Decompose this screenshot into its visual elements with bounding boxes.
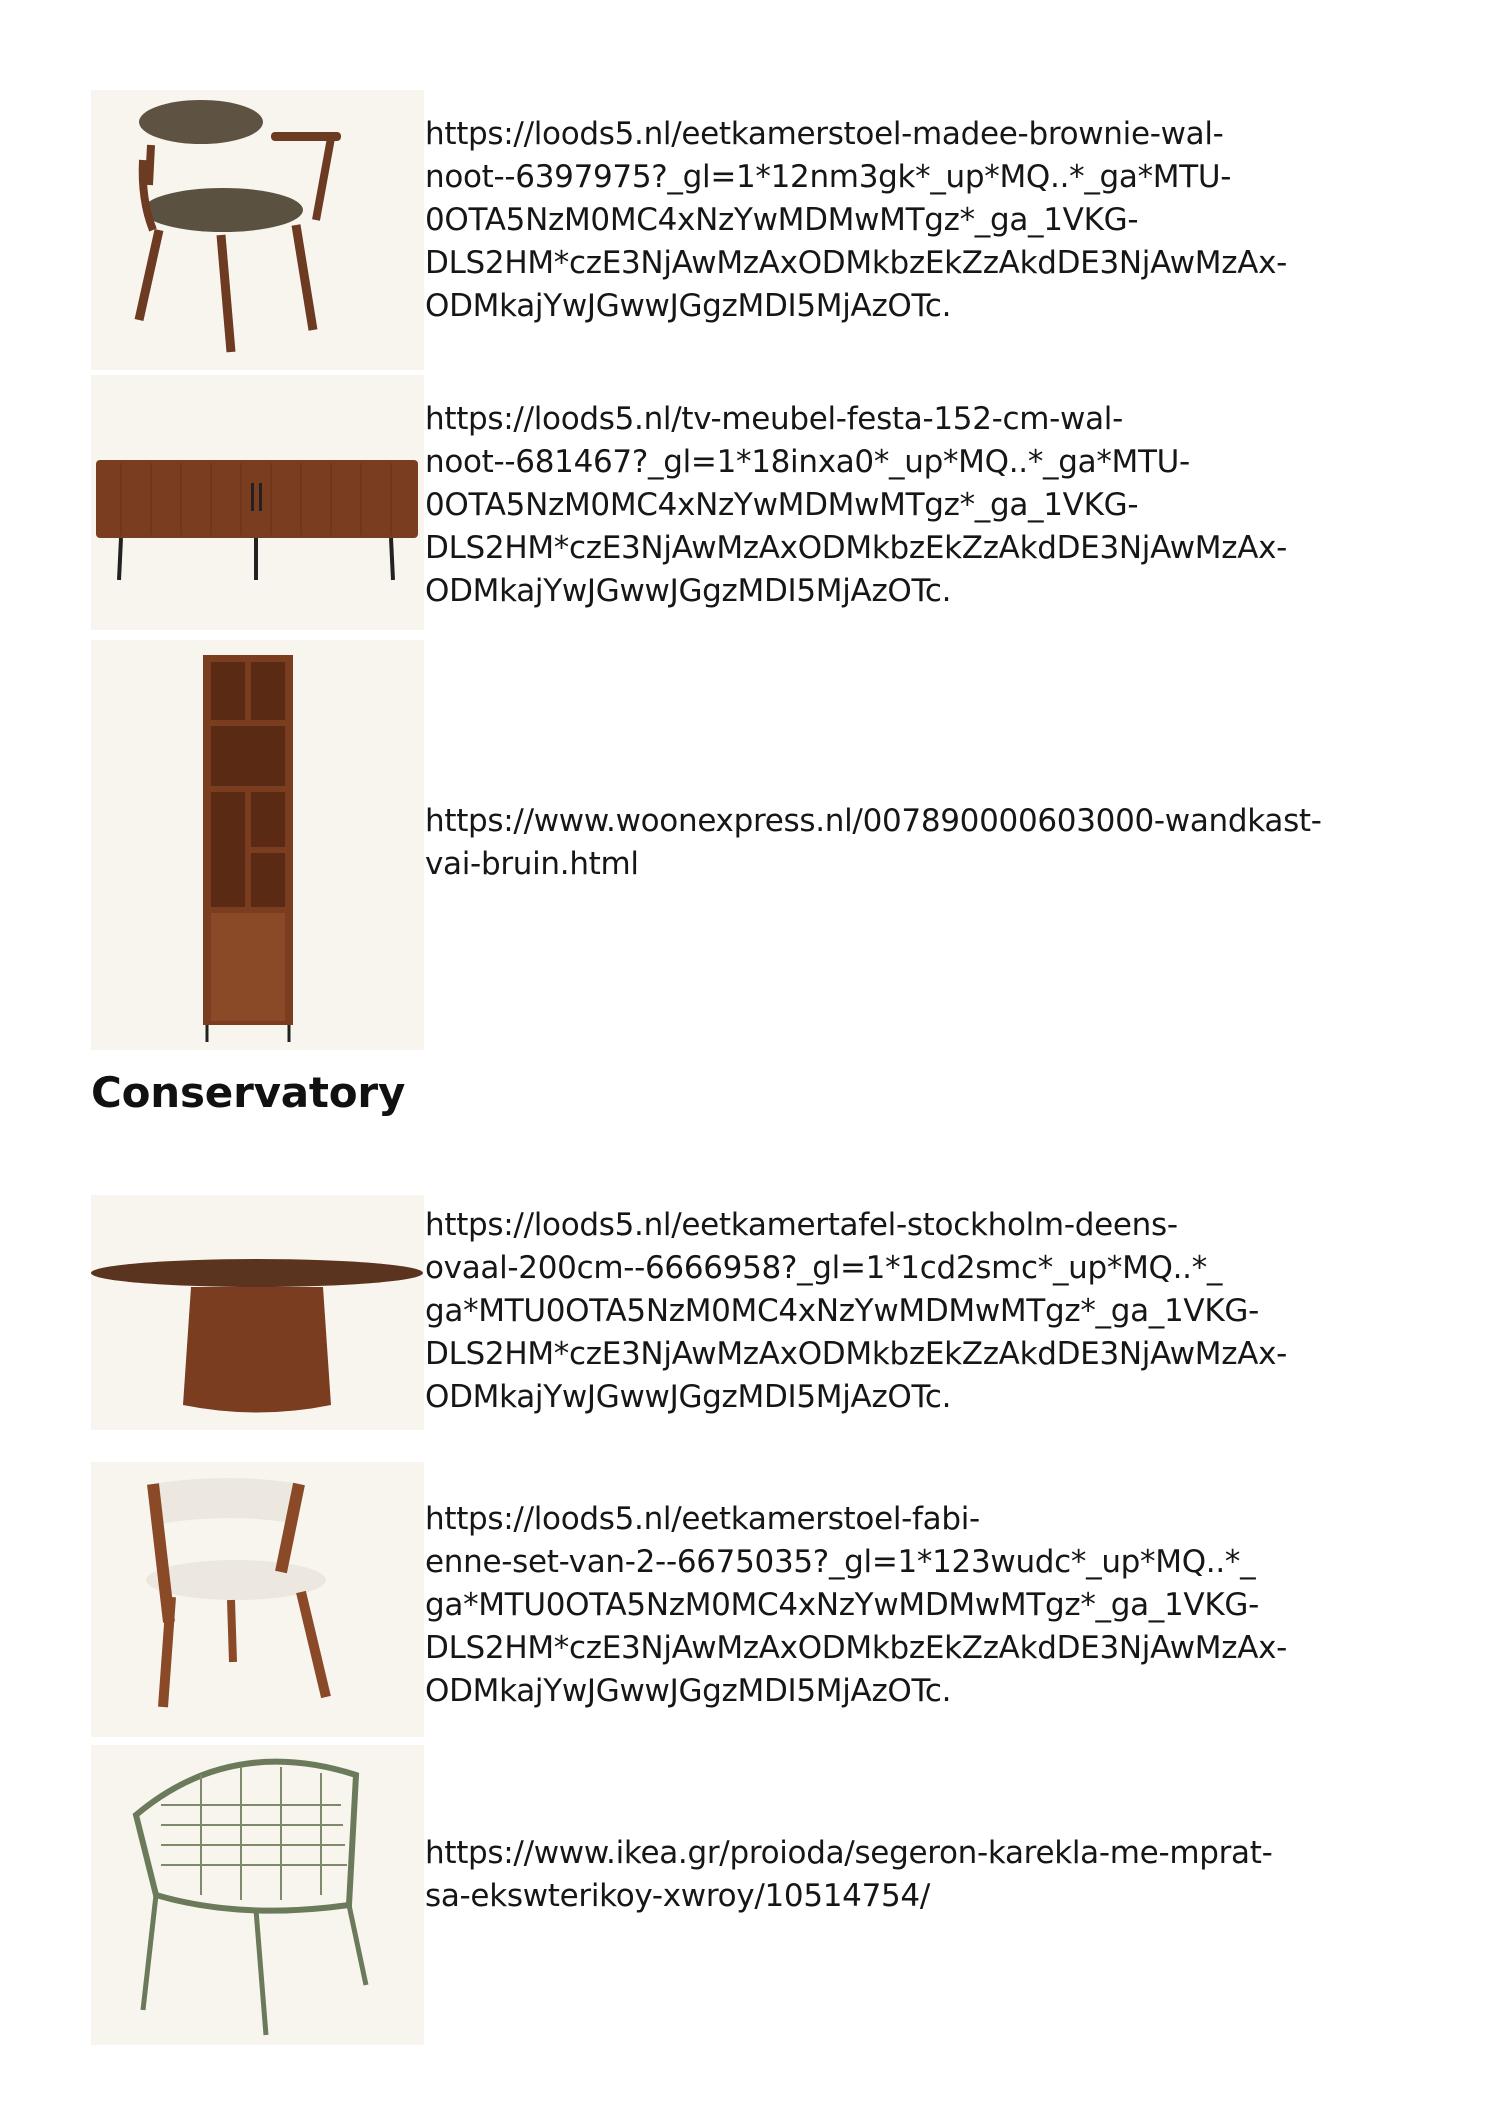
- product-link[interactable]: https://loods5.nl/eetkamerstoel-fabi- enne-set-van-2--6675035?_gl=1*123wudc*_up*MQ..*_ ga*MTU0OTA5NzM0MC4xNzYwMDMwMTgz*_ga_1VKG- DLS2HM*czE3NjAwMzAxODMkbzEkZzAkdDE3NjAwMzAx- ODMkajYwJGwwJGgzMDI5MjAzOTc.: [425, 1501, 1288, 1709]
- product-link[interactable]: https://www.woonexpress.nl/007890000603000-wandkast- vai-bruin.html: [425, 803, 1322, 882]
- section-title-conservatory: Conservatory: [91, 1068, 406, 1117]
- chair-fabienne-image: [91, 1462, 424, 1737]
- chair-segeron-image: [91, 1745, 424, 2045]
- table-stockholm-image: [91, 1195, 424, 1430]
- product-link[interactable]: https://www.ikea.gr/proioda/segeron-karekla-me-mprat- sa-ekswterikoy-xwroy/10514754/: [425, 1835, 1273, 1914]
- product-link[interactable]: https://loods5.nl/tv-meubel-festa-152-cm-wal- noot--681467?_gl=1*18inxa0*_up*MQ..*_ga*MTU- 0OTA5NzM0MC4xNzYwMDMwMTgz*_ga_1VKG- DLS2HM*czE3NjAwMzAxODMkbzEkZzAkdDE3NjAwMzAx- ODMkajYwJGwwJGgzMDI5MjAzOTc.: [425, 401, 1288, 609]
- product-link[interactable]: https://loods5.nl/eetkamertafel-stockholm-deens- ovaal-200cm--6666958?_gl=1*1cd2smc*_up*MQ..*_ ga*MTU0OTA5NzM0MC4xNzYwMDMwMTgz*_ga_1VKG- DLS2HM*czE3NjAwMzAxODMkbzEkZzAkdDE3NjAwMzAx- ODMkajYwJGwwJGgzMDI5MjAzOTc.: [425, 1207, 1288, 1415]
- tv-cabinet-festa-image: [91, 375, 424, 630]
- chair-madee-image: [91, 90, 424, 370]
- product-link[interactable]: https://loods5.nl/eetkamerstoel-madee-brownie-wal- noot--6397975?_gl=1*12nm3gk*_up*MQ..*_ga*MTU- 0OTA5NzM0MC4xNzYwMDMwMTgz*_ga_1VKG- DLS2HM*czE3NjAwMzAxODMkbzEkZzAkdDE3NjAwMzAx- ODMkajYwJGwwJGgzMDI5MjAzOTc.: [425, 116, 1288, 324]
- wall-cabinet-vai-image: [91, 640, 424, 1050]
